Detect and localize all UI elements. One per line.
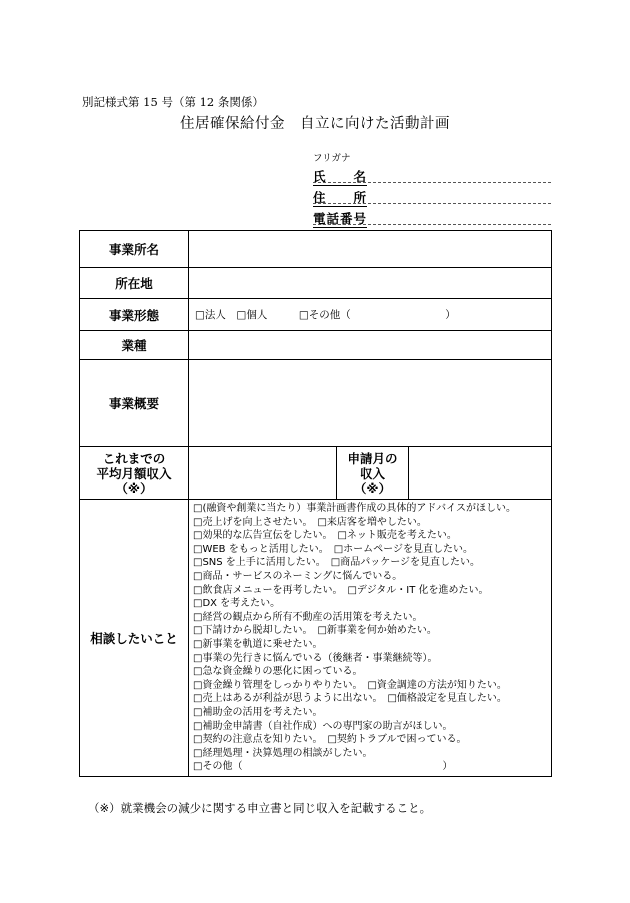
consult-item[interactable]: □経営の観点から所有不動産の活用策を考えたい。	[193, 611, 423, 623]
business-form-options[interactable]: □法人 □個人 □その他（ ）	[189, 299, 552, 331]
consult-item[interactable]: □飲食店メニューを再考したい。 □デジタル・IT 化を進めたい。	[193, 584, 489, 596]
location-label: 所在地	[80, 268, 189, 299]
consult-item[interactable]: □経理処理・決算処理の相談がしたい。	[193, 747, 373, 759]
consult-item[interactable]: □売上げを向上させたい。 □来店客を増やしたい。	[193, 516, 427, 528]
apply-income-input[interactable]	[409, 447, 552, 500]
location-input[interactable]	[189, 268, 552, 299]
consult-item[interactable]: □契約の注意点を知りたい。 □契約トラブルで困っている。	[193, 734, 467, 746]
consult-item[interactable]: □(融資や創業に当たり）事業計画書作成の具体的アドバイスがほしい。	[193, 503, 517, 514]
footnote: （※）就業機会の減少に関する申立書と同じ収入を記載すること。	[88, 801, 432, 815]
office-name-label: 事業所名	[80, 231, 189, 268]
furigana-label: フリガナ	[313, 153, 351, 164]
consult-item[interactable]: □DX を考えたい。	[193, 598, 281, 610]
name-field[interactable]	[313, 166, 551, 185]
consult-item[interactable]: □急な資金繰りの悪化に困っている。	[193, 666, 363, 678]
applicant-block	[313, 150, 551, 227]
activity-plan-table	[79, 230, 552, 777]
consult-label: 相談したいこと	[80, 500, 189, 777]
page-title: 住居確保給付金 自立に向けた活動計画	[180, 116, 450, 132]
past-income-label: これまでの 平均月額収入 （※）	[80, 447, 189, 500]
consult-item[interactable]: □資金繰り管理をしっかりやりたい。 □資金調達の方法が知りたい。	[193, 679, 507, 691]
form-reference: 別記様式第 15 号（第 12 条関係）	[82, 95, 264, 109]
consult-item[interactable]: □新事業を軌道に乗せたい。	[193, 638, 323, 650]
consult-item[interactable]: □その他（ ）	[193, 761, 453, 773]
consult-item[interactable]: □補助金の活用を考えたい。	[193, 706, 323, 718]
industry-label: 業種	[80, 331, 189, 360]
overview-input[interactable]	[189, 360, 552, 447]
office-name-input[interactable]	[189, 231, 552, 268]
past-income-input[interactable]	[189, 447, 337, 500]
consult-item[interactable]: □売上はあるが利益が思うように出ない。 □価格設定を見直したい。	[193, 693, 507, 705]
consult-item[interactable]: □SNS を上手に活用したい。 □商品パッケージを見直したい。	[193, 557, 481, 569]
address-field[interactable]	[313, 187, 551, 206]
name-label: 氏 名	[313, 169, 368, 184]
phone-field[interactable]	[313, 208, 551, 227]
consult-item[interactable]: □WEB をもっと活用したい。 □ホームページを見直したい。	[193, 543, 473, 555]
business-form-label: 事業形態	[80, 299, 189, 331]
consult-item[interactable]: □効果的な広告宣伝をしたい。 □ネット販売を考えたい。	[193, 530, 457, 542]
industry-input[interactable]	[189, 331, 552, 360]
consult-options	[189, 500, 552, 777]
phone-label: 電話番号	[313, 211, 368, 226]
consult-item[interactable]: □下請けから脱却したい。 □新事業を何か始めたい。	[193, 625, 437, 637]
overview-label: 事業概要	[80, 360, 189, 447]
consult-item[interactable]: □事業の先行きに悩んでいる（後継者・事業継続等）。	[193, 652, 438, 664]
consult-item[interactable]: □商品・サービスのネーミングに悩んでいる。	[193, 570, 403, 582]
address-label: 住 所	[313, 190, 368, 205]
apply-income-label: 申請月の 収入 （※）	[337, 447, 409, 500]
consult-item[interactable]: □補助金申請書（自社作成）への専門家の助言がほしい。	[193, 720, 453, 732]
